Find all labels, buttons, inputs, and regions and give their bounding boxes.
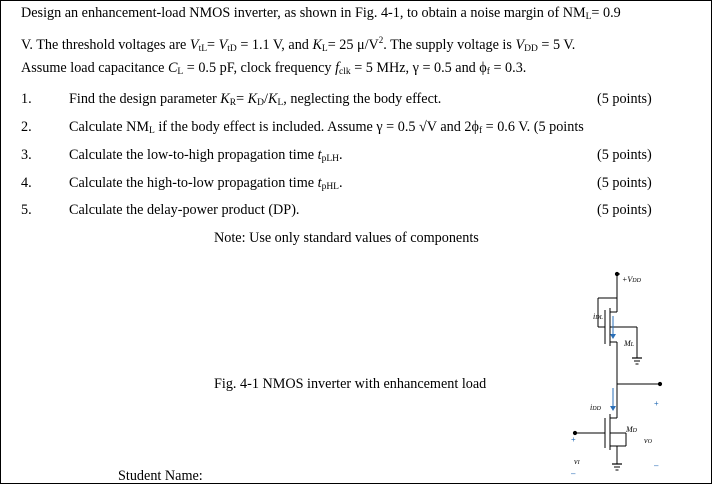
question-3: 3. Calculate the low-to-high propagation time $t_{pLH}$. (5 points) [21, 147, 652, 164]
vi-label: vI [574, 457, 580, 466]
note: Note: Use only standard values of components [214, 230, 479, 246]
question-4: 4. Calculate the high-to-low propagation time $t_{pHL}$. (5 points) [21, 175, 652, 192]
idd-label: iDD [590, 403, 601, 412]
vi-minus: – [571, 469, 576, 478]
vo-label: vO [644, 436, 652, 445]
vi-plus: + [571, 435, 576, 444]
question-2: 2. Calculate $NM_L$ if the body effect is included. Assume γ = 0.5 √V and $2\phi_f = 0.6$ V. (5 points [21, 119, 584, 136]
vdd-label: +VDD [622, 275, 641, 284]
figure-caption: Fig. 4-1 NMOS inverter with enhancement load [214, 376, 487, 392]
question-5: 5. Calculate the delay-power product (DP). (5 points) [21, 202, 652, 218]
vo-node [658, 382, 661, 385]
question-1: 1. Find the design parameter $K_R= K_D/K_L$, neglecting the body effect. (5 points) [21, 91, 652, 108]
ml-label: ML [624, 339, 635, 348]
idl-arrow [610, 334, 616, 339]
md-label: MD [626, 425, 638, 434]
nmos-inverter-schematic [560, 268, 670, 482]
idl-label: iDL [593, 312, 603, 321]
vo-plus: + [654, 399, 659, 408]
intro-line-3: Assume load capacitance $C_L = 0.5$ pF, clock frequency $f_{clk} = 5$ MHz, γ = 0.5 and $\phi_f = 0.3$. [21, 60, 527, 77]
idd-arrow [610, 406, 616, 411]
intro-line-1: Design an enhancement-load NMOS inverter, as shown in Fig. 4-1, to obtain a noise margin of $NM_L= 0.9$ [21, 5, 621, 22]
vo-minus: – [654, 461, 659, 470]
intro-line-2: V. The threshold voltages are $V_{tL}= V_{tD} = 1.1$ V, and $K_L= 25$ $\mu/V^2$. The supply voltage is $V_{DD} = 5$ V. [21, 35, 576, 54]
student-name-label: Student Name: [118, 468, 203, 484]
